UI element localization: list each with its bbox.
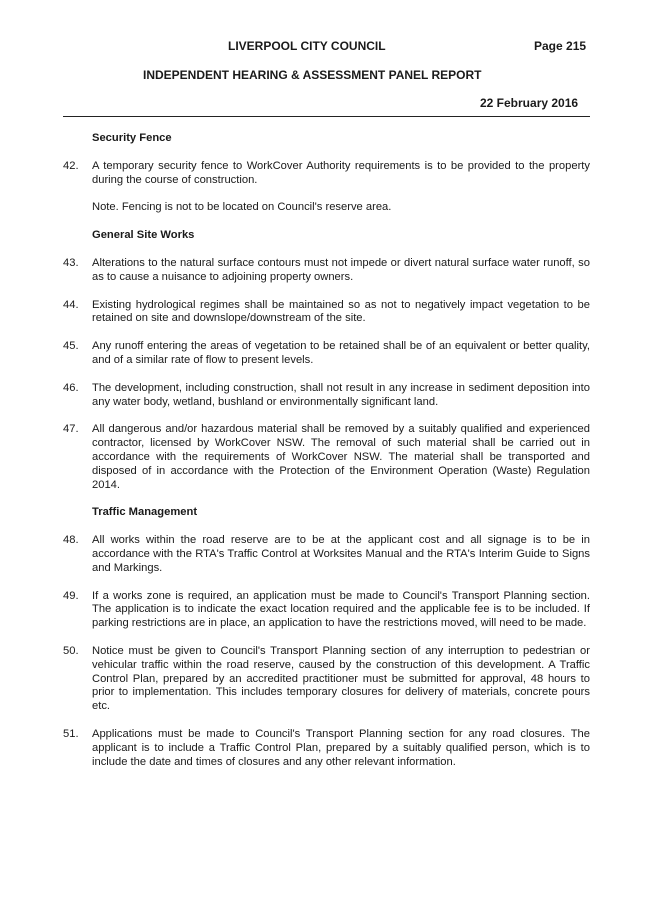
condition-text: If a works zone is required, an application must be made to Council's Transport Planning section. The application is to indicate the exact location required and the applicable fee is to be included. If parking restrictions are in place, an application to have the restrictions moved, will need to be made. (92, 589, 590, 630)
condition-number: 43. (63, 256, 79, 269)
condition-text: A temporary security fence to WorkCover Authority requirements is to be provided to the property during the course of construction. (92, 159, 590, 186)
condition-text: Applications must be made to Council's Transport Planning section for any road closures. The applicant is to include a Traffic Control Plan, prepared by a suitably qualified person, which is to include the date and times of closures and any other relevant information. (92, 727, 590, 768)
condition-number: 44. (63, 298, 79, 311)
condition-text: Notice must be given to Council's Transport Planning section of any interruption to pedestrian or vehicular traffic within the road reserve, caused by the construction of this development. A Traffic Control Plan, prepared by an accredited practitioner must be submitted for approval, 48 hours to prior to implementation. This includes temporary closures for delivery of materials, concrete pours etc. (92, 644, 590, 713)
condition-text: All works within the road reserve are to be at the applicant cost and all signage is to be in accordance with the RTA's Traffic Control at Worksites Manual and the RTA's Interim Guide to Signs and Markings. (92, 534, 590, 574)
condition-item (63, 160, 590, 188)
page-number: Page 215 (534, 39, 587, 53)
condition-number: 50. (63, 644, 79, 657)
council-name: LIVERPOOL CITY COUNCIL (228, 39, 386, 53)
condition-item (63, 423, 590, 492)
condition-text: Existing hydrological regimes shall be maintained so as not to negatively impact vegetation to be retained on site and downslope/downstream of the site. (92, 298, 590, 325)
header-divider (63, 116, 590, 117)
condition-item (63, 382, 590, 410)
condition-number: 48. (63, 534, 79, 547)
condition-text: All dangerous and/or hazardous material shall be removed by a suitably qualified and experienced contractor, licensed by WorkCover NSW. The removal of such material shall be carried out in accordance with the requirements of WorkCover NSW. The material shall be transported and disposed of in accordance with the Protection of the Environment Operation (Waste) Regulation 2014. (92, 423, 590, 491)
fence-note: Note. Fencing is not to be located on Council's reserve area. (92, 201, 392, 214)
condition-item (63, 590, 590, 631)
condition-item (63, 299, 590, 327)
condition-number: 47. (63, 423, 79, 436)
condition-item (63, 645, 590, 714)
condition-item (63, 534, 590, 575)
condition-text: The development, including construction, shall not result in any increase in sediment deposition into any water body, wetland, bushland or environmentally significant land. (92, 381, 590, 408)
section-heading-security-fence: Security Fence (92, 132, 172, 144)
condition-text: Any runoff entering the areas of vegetation to be retained shall be of an equivalent or better quality, and of a similar rate of flow to present levels. (92, 340, 590, 366)
condition-item (63, 340, 590, 368)
section-heading-general-site-works: General Site Works (92, 229, 195, 242)
document-body (63, 132, 590, 783)
report-title: INDEPENDENT HEARING & ASSESSMENT PANEL REPORT (143, 68, 482, 82)
condition-item (63, 257, 590, 285)
condition-text: Alterations to the natural surface contours must not impede or divert natural surface water runoff, so as to cause a nuisance to adjoining property owners. (92, 256, 590, 283)
condition-number: 46. (63, 381, 79, 394)
condition-number: 45. (63, 340, 79, 353)
condition-number: 49. (63, 589, 79, 602)
condition-number: 42. (63, 159, 79, 172)
report-date: 22 February 2016 (480, 96, 579, 110)
section-heading-traffic-management: Traffic Management (92, 506, 198, 519)
condition-item (63, 728, 590, 769)
condition-number: 51. (63, 727, 79, 740)
